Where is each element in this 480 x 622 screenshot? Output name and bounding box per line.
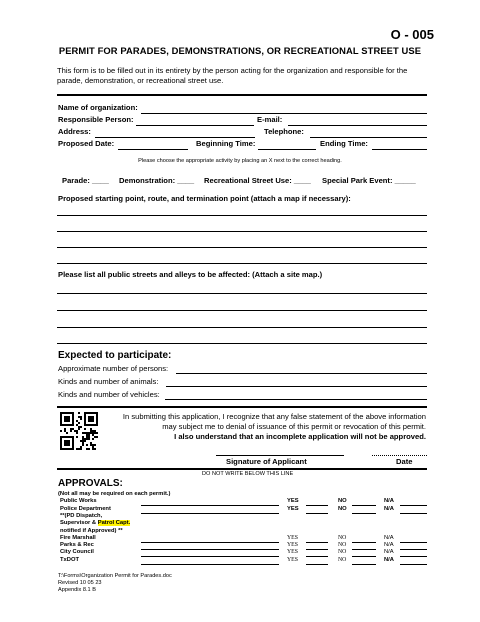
- na-box[interactable]: [400, 564, 427, 565]
- address-label: Address:: [58, 127, 91, 136]
- animals-label: Kinds and number of animals:: [58, 377, 159, 386]
- no-box[interactable]: [352, 542, 376, 543]
- date-label: Date: [396, 457, 413, 466]
- section-divider: [57, 94, 427, 96]
- no-label: NO: [338, 498, 347, 504]
- animals-field[interactable]: [166, 386, 427, 387]
- route-label: Proposed starting point, route, and termination point (attach a map if necessary):: [58, 194, 351, 203]
- no-label: NO: [338, 557, 347, 563]
- footer-appendix: Appendix 8.1 B: [58, 587, 96, 593]
- approval-council: City Council: [60, 549, 94, 555]
- activity-demonstration[interactable]: Demonstration: ____: [119, 176, 195, 185]
- na-label: N/A: [384, 506, 394, 512]
- vehicles-label: Kinds and number of vehicles:: [58, 390, 160, 399]
- telephone-field[interactable]: [310, 137, 427, 138]
- statement-line-3: I also understand that an incomplete application will not be approved.: [174, 432, 426, 441]
- approval-signature-line[interactable]: [141, 549, 279, 550]
- yes-box[interactable]: [306, 513, 328, 514]
- na-label: N/A: [384, 542, 394, 548]
- approval-signature-line[interactable]: [141, 542, 279, 543]
- na-box[interactable]: [400, 505, 427, 506]
- no-box[interactable]: [352, 556, 376, 557]
- address-field[interactable]: [95, 137, 255, 138]
- na-label: N/A: [384, 557, 394, 563]
- statement-line-2: may subject me to denial of issuance of this permit or revocation of this permit.: [162, 422, 426, 431]
- activity-parade[interactable]: Parade: ____: [62, 176, 109, 185]
- org-name-field[interactable]: [141, 113, 427, 114]
- signature-label: Signature of Applicant: [226, 457, 307, 466]
- activity-recreational[interactable]: Recreational Street Use: ____: [204, 176, 311, 185]
- do-not-write-notice: DO NOT WRITE BELOW THIS LINE: [202, 471, 294, 477]
- proposed-date-field[interactable]: [118, 149, 188, 150]
- no-box[interactable]: [352, 549, 376, 550]
- yes-box[interactable]: [306, 505, 328, 506]
- footer-revised: Revised 10 05 23: [58, 580, 102, 586]
- patrol-capt-highlight: Patrol Capt.: [97, 520, 131, 526]
- no-box[interactable]: [352, 505, 376, 506]
- beginning-time-label: Beginning Time:: [196, 139, 256, 148]
- streets-line[interactable]: [57, 310, 427, 311]
- vehicles-field[interactable]: [165, 399, 427, 400]
- no-label: NO: [338, 506, 347, 512]
- proposed-date-label: Proposed Date:: [58, 139, 115, 148]
- approvals-note: (Not all may be required on each permit.): [58, 491, 171, 497]
- approval-txdot: TxDOT: [60, 557, 80, 563]
- yes-label: YES: [287, 542, 298, 548]
- no-label: NO: [338, 535, 347, 541]
- activity-note: Please choose the appropriate activity by placing an X next to the correct heading.: [138, 158, 342, 164]
- approval-signature-line[interactable]: [141, 556, 279, 557]
- footer-file-path: T:\Forms\Organization Permit for Parades.doc: [58, 573, 172, 579]
- section-divider: [57, 406, 427, 408]
- form-title: PERMIT FOR PARADES, DEMONSTRATIONS, OR RECREATIONAL STREET USE: [58, 45, 422, 56]
- route-line[interactable]: [57, 215, 427, 216]
- na-box[interactable]: [400, 542, 427, 543]
- na-box[interactable]: [400, 513, 427, 514]
- signature-field[interactable]: [216, 455, 344, 456]
- na-label: N/A: [384, 535, 394, 541]
- no-box[interactable]: [352, 513, 376, 514]
- responsible-person-field[interactable]: [136, 125, 254, 126]
- approval-signature-line[interactable]: [141, 513, 279, 514]
- no-label: NO: [338, 549, 347, 555]
- na-label: N/A: [384, 549, 394, 555]
- route-line[interactable]: [57, 231, 427, 232]
- approval-fire: Fire Marshall: [60, 535, 96, 541]
- email-label: E-mail:: [257, 115, 283, 124]
- na-label: N/A: [384, 498, 394, 504]
- supervisor-note: [60, 520, 130, 526]
- supervisor-text: Supervisor &: [60, 520, 98, 526]
- yes-label: YES: [287, 498, 299, 504]
- streets-line[interactable]: [57, 343, 427, 344]
- yes-label: YES: [287, 549, 298, 555]
- email-field[interactable]: [288, 125, 427, 126]
- yes-box[interactable]: [306, 549, 328, 550]
- route-line[interactable]: [57, 247, 427, 248]
- yes-label: YES: [287, 535, 298, 541]
- na-box[interactable]: [400, 549, 427, 550]
- approval-parks: Parks & Rec: [60, 542, 94, 548]
- responsible-person-label: Responsible Person:: [58, 115, 134, 124]
- date-field[interactable]: [372, 455, 427, 456]
- yes-label: YES: [287, 506, 299, 512]
- yes-label: YES: [287, 557, 298, 563]
- route-line[interactable]: [57, 263, 427, 264]
- approval-public-works: Public Works: [60, 498, 97, 504]
- qr-code-icon: [60, 412, 98, 450]
- form-number: O - 005: [390, 27, 434, 42]
- no-label: NO: [338, 542, 347, 548]
- yes-box[interactable]: [306, 564, 328, 565]
- persons-label: Approximate number of persons:: [58, 364, 169, 373]
- yes-box[interactable]: [306, 556, 328, 557]
- na-box[interactable]: [400, 556, 427, 557]
- notified-note: notified if Approved) **: [60, 528, 123, 534]
- expected-heading: Expected to participate:: [58, 350, 172, 361]
- org-name-label: Name of organization:: [58, 103, 138, 112]
- beginning-time-field[interactable]: [258, 149, 316, 150]
- persons-field[interactable]: [176, 373, 427, 374]
- streets-line[interactable]: [57, 327, 427, 328]
- approval-signature-line[interactable]: [141, 564, 279, 565]
- approvals-heading: APPROVALS:: [58, 478, 123, 489]
- no-box[interactable]: [352, 564, 376, 565]
- approval-signature-line[interactable]: [141, 505, 279, 506]
- streets-label: Please list all public streets and alleys to be affected: (Attach a site map.): [58, 270, 323, 279]
- statement-line-1: In submitting this application, I recognize that any false statement of the above information: [122, 412, 426, 421]
- approval-police: Police Department: [60, 506, 111, 512]
- intro-text: This form is to be filled out in its entirety by the person acting for the organization and responsible for the parade, demonstration, or recreational street use.: [57, 66, 408, 85]
- section-divider: [57, 468, 427, 470]
- streets-line[interactable]: [57, 293, 427, 294]
- yes-box[interactable]: [306, 542, 328, 543]
- activity-special-park-event[interactable]: Special Park Event: _____: [322, 176, 416, 185]
- telephone-label: Telephone:: [264, 127, 304, 136]
- ending-time-label: Ending Time:: [320, 139, 368, 148]
- ending-time-field[interactable]: [372, 149, 427, 150]
- pd-dispatch-note: **(PD Dispatch,: [60, 513, 103, 519]
